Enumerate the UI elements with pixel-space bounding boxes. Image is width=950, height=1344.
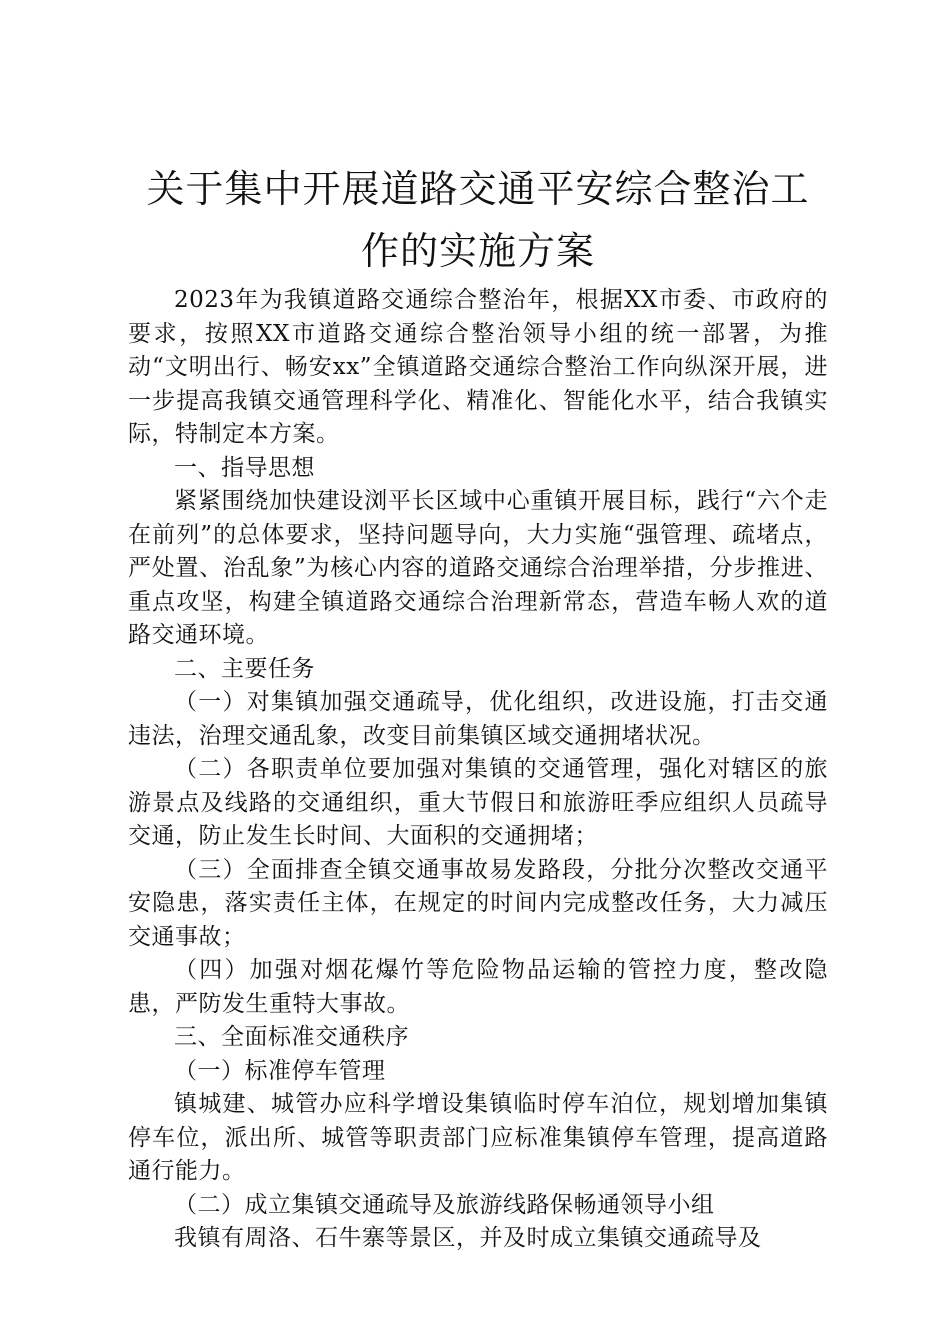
heading-main-tasks: 二、主要任务 bbox=[174, 655, 315, 682]
subheading-parking: （一）标准停车管理 bbox=[174, 1057, 386, 1084]
heading-guiding-ideology: 一、指导思想 bbox=[174, 454, 315, 481]
document-title: 关于集中开展道路交通平安综合整治工作的实施方案 bbox=[146, 167, 810, 273]
paragraph-guiding-ideology: 紧紧围绕加快建设浏平长区域中心重镇开展目标，践行“六个走在前列”的总体要求，坚持问题导向，大力实施“强管理、疏堵点，严处置、治乱象”为核心内容的道路交通综合治理举措，分步推进、重点攻坚，构建全镇道路交通综合治理新常态，营造车畅人欢的道路交通环境。 bbox=[128, 488, 828, 648]
document-page bbox=[128, 158, 828, 1256]
heading-traffic-order: 三、全面标准交通秩序 bbox=[174, 1024, 409, 1050]
paragraph-task-1: （一）对集镇加强交通疏导，优化组织，改进设施，打击交通违法，治理交通乱象，改变目前集镇区域交通拥堵状况。 bbox=[128, 689, 828, 749]
paragraph-task-2: （二）各职责单位要加强对集镇的交通管理，强化对辖区的旅游景点及线路的交通组织，重大节假日和旅游旺季应组织人员疏导交通，防止发生长时间、大面积的交通拥堵； bbox=[128, 756, 828, 849]
paragraph-intro: 2023年为我镇道路交通综合整治年，根据XX市委、市政府的要求，按照XX市道路交通综合整治领导小组的统一部署，为推动“文明出行、畅安xx”全镇道路交通综合整治工作向纵深开展，进一步提高我镇交通管理科学化、精准化、智能化水平，结合我镇实际，特制定本方案。 bbox=[128, 287, 828, 447]
paragraph-parking: 镇城建、城管办应科学增设集镇临时停车泊位，规划增加集镇停车位，派出所、城管等职责部门应标准集镇停车管理，提高道路通行能力。 bbox=[128, 1091, 828, 1184]
subheading-leading-group: （二）成立集镇交通疏导及旅游线路保畅通领导小组 bbox=[174, 1191, 715, 1218]
paragraph-task-3: （三）全面排查全镇交通事故易发路段，分批分次整改交通平安隐患，落实责任主体，在规定的时间内完成整改任务，大力减压交通事故； bbox=[128, 856, 828, 950]
document-body bbox=[128, 284, 828, 1256]
paragraph-task-4: （四）加强对烟花爆竹等危险物品运输的管控力度，整改隐患，严防发生重特大事故。 bbox=[128, 957, 828, 1017]
paragraph-leading-group: 我镇有周洛、石牛寨等景区，并及时成立集镇交通疏导及 bbox=[174, 1225, 762, 1251]
